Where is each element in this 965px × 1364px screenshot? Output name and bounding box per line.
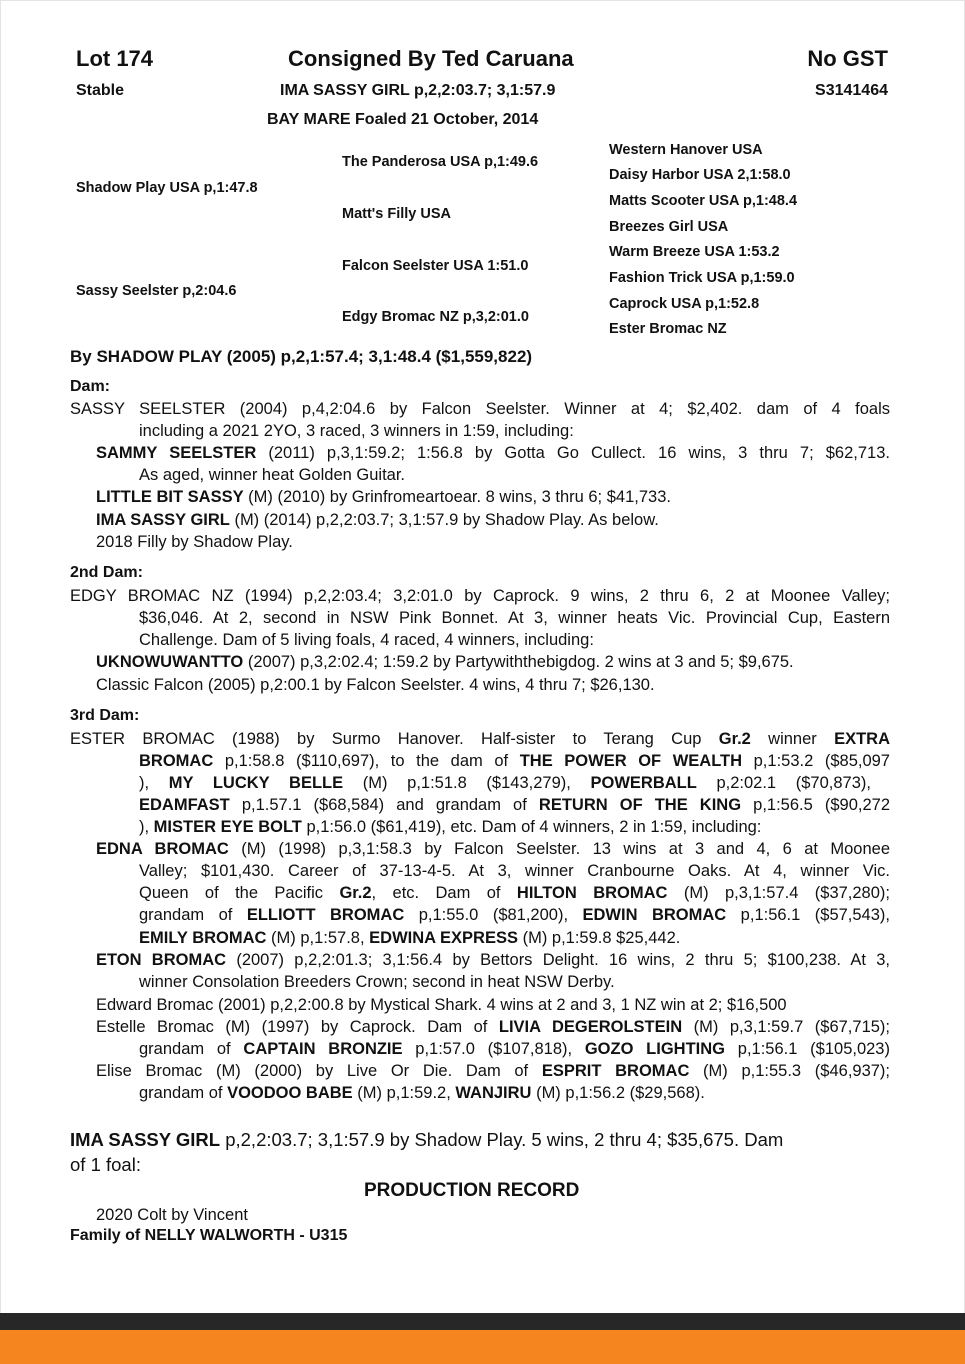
pedigree-gen3: Breezes Girl USA bbox=[609, 219, 729, 235]
footer-dark-band bbox=[0, 1313, 965, 1330]
horse-title: IMA SASSY GIRL p,2,2:03.7; 3,1:57.9 bbox=[280, 82, 556, 99]
sire-line: By SHADOW PLAY (2005) p,2,1:57.4; 3,1:48.4 ($1,559,822) bbox=[70, 347, 533, 366]
pedigree-dam-sire: Falcon Seelster USA 1:51.0 bbox=[342, 258, 529, 274]
summary-line: of 1 foal: bbox=[70, 1154, 141, 1175]
dam-line: including a 2021 2YO, 3 raced, 3 winners in 1:59, including: bbox=[139, 422, 574, 440]
dam3-line: grandam of VOODOO BABE (M) p,1:59.2, WANJIRU (M) p,1:56.2 ($29,568). bbox=[139, 1084, 705, 1102]
pedigree-sire-dam: Matt's Filly USA bbox=[342, 206, 451, 222]
dam3-line: ESTER BROMAC (1988) by Surmo Hanover. Half-sister to Terang Cup Gr.2 winner EXTRA bbox=[70, 730, 890, 748]
dam3-line: Estelle Bromac (M) (1997) by Caprock. Dam of LIVIA DEGEROLSTEIN (M) p,3,1:59.7 ($67,715); bbox=[96, 1018, 890, 1036]
dam3-line: EDNA BROMAC (M) (1998) p,3,1:58.3 by Falcon Seelster. 13 wins at 3 and 4, 6 at Moonee bbox=[96, 840, 890, 858]
dam3-line: EDAMFAST p,1.57.1 ($68,584) and grandam of RETURN OF THE KING p,1:56.5 ($90,272 bbox=[139, 796, 890, 814]
pedigree-sire-sire: The Panderosa USA p,1:49.6 bbox=[342, 154, 539, 170]
pedigree-dam-dam: Edgy Bromac NZ p,3,2:01.0 bbox=[342, 309, 529, 325]
dam-line: SAMMY SEELSTER (2011) p,3,1:59.2; 1:56.8 by Gotta Go Cullect. 16 wins, 3 thru 7; $62,713. bbox=[96, 444, 890, 462]
dam3-line: Queen of the Pacific Gr.2, etc. Dam of HILTON BROMAC (M) p,3,1:57.4 ($37,280); bbox=[139, 884, 890, 902]
pedigree-gen3: Caprock USA p,1:52.8 bbox=[609, 296, 760, 312]
pedigree-gen3: Warm Breeze USA 1:53.2 bbox=[609, 244, 780, 260]
dam2-line: $36,046. At 2, second in NSW Pink Bonnet. At 3, winner heats Vic. Provincial Cup, Eastern bbox=[139, 609, 890, 627]
pedigree-gen3: Fashion Trick USA p,1:59.0 bbox=[609, 270, 795, 286]
dam-line: SASSY SEELSTER (2004) p,4,2:04.6 by Falcon Seelster. Winner at 4; $2,402. dam of 4 foals bbox=[70, 400, 890, 418]
dam3-line: EMILY BROMAC (M) p,1:57.8, EDWINA EXPRESS (M) p,1:59.8 $25,442. bbox=[139, 929, 681, 947]
dam3-line: ETON BROMAC (2007) p,2,2:01.3; 3,1:56.4 by Bettors Delight. 16 wins, 2 thru 5; $100,238. At 3, bbox=[96, 951, 890, 969]
consignor: Consigned By Ted Caruana bbox=[288, 46, 574, 71]
production-record-title: PRODUCTION RECORD bbox=[364, 1180, 580, 1201]
dam-section-title: Dam: bbox=[70, 378, 111, 395]
dam3-line: grandam of CAPTAIN BRONZIE p,1:57.0 ($107,818), GOZO LIGHTING p,1:56.1 ($105,023) bbox=[139, 1040, 890, 1058]
pedigree-dam: Sassy Seelster p,2:04.6 bbox=[76, 283, 237, 299]
lot-number: Lot 174 bbox=[76, 46, 154, 71]
dam2-line: Challenge. Dam of 5 living foals, 4 raced, 4 winners, including: bbox=[139, 631, 594, 649]
dam3-line: grandam of ELLIOTT BROMAC p,1:55.0 ($81,200), EDWIN BROMAC p,1:56.1 ($57,543), bbox=[139, 906, 890, 924]
pedigree-gen3: Daisy Harbor USA 2,1:58.0 bbox=[609, 167, 791, 183]
dam3-line: BROMAC p,1:58.8 ($110,697), to the dam of THE POWER OF WEALTH p,1:53.2 ($85,097 bbox=[139, 752, 890, 770]
horse-id: S3141464 bbox=[815, 82, 888, 99]
pedigree-gen3: Matts Scooter USA p,1:48.4 bbox=[609, 193, 798, 209]
gst-status: No GST bbox=[807, 46, 888, 71]
dam-line: 2018 Filly by Shadow Play. bbox=[96, 533, 293, 551]
dam3-section-title: 3rd Dam: bbox=[70, 707, 140, 724]
dam-line: As aged, winner heat Golden Guitar. bbox=[139, 466, 405, 484]
dam3-line: Elise Bromac (M) (2000) by Live Or Die. Dam of ESPRIT BROMAC (M) p,1:55.3 ($46,937); bbox=[96, 1062, 890, 1080]
pedigree-gen3: Western Hanover USA bbox=[609, 142, 763, 158]
dam2-section-title: 2nd Dam: bbox=[70, 564, 143, 581]
dam3-line: winner Consolation Breeders Crown; second in heat NSW Derby. bbox=[139, 973, 615, 991]
dam-line: IMA SASSY GIRL (M) (2014) p,2,2:03.7; 3,1:57.9 by Shadow Play. As below. bbox=[96, 511, 659, 529]
summary-line: IMA SASSY GIRL p,2,2:03.7; 3,1:57.9 by Shadow Play. 5 wins, 2 thru 4; $35,675. Dam bbox=[70, 1129, 784, 1150]
dam3-line: Edward Bromac (2001) p,2,2:00.8 by Mystical Shark. 4 wins at 2 and 3, 1 NZ win at 2; $16,500 bbox=[96, 996, 787, 1014]
dam2-line: Classic Falcon (2005) p,2:00.1 by Falcon Seelster. 4 wins, 4 thru 7; $26,130. bbox=[96, 676, 655, 694]
location: Stable bbox=[76, 82, 125, 99]
production-item: 2020 Colt by Vincent bbox=[96, 1206, 248, 1224]
dam3-line: ), MY LUCKY BELLE (M) p,1:51.8 ($143,279), POWERBALL p,2:02.1 ($70,873), bbox=[139, 774, 871, 792]
pedigree-gen3: Ester Bromac NZ bbox=[609, 321, 727, 337]
pedigree-sire: Shadow Play USA p,1:47.8 bbox=[76, 180, 258, 196]
dam3-line: ), MISTER EYE BOLT p,1:56.0 ($61,419), etc. Dam of 4 winners, 2 in 1:59, including: bbox=[139, 818, 762, 836]
dam3-line: Valley; $101,430. Career of 37-13-4-5. At 3, winner Cranbourne Oaks. At 4, winner Vic. bbox=[139, 862, 890, 880]
dam-line: LITTLE BIT SASSY (M) (2010) by Grinfromeartoear. 8 wins, 3 thru 6; $41,733. bbox=[96, 488, 671, 506]
dam2-line: UKNOWUWANTTO (2007) p,3,2:02.4; 1:59.2 by Partywiththebigdog. 2 wins at 3 and 5; $9,675. bbox=[96, 653, 794, 671]
horse-description: BAY MARE Foaled 21 October, 2014 bbox=[267, 111, 539, 128]
dam2-line: EDGY BROMAC NZ (1994) p,2,2:03.4; 3,2:01.0 by Caprock. 9 wins, 2 thru 6, 2 at Moonee Valley; bbox=[70, 587, 890, 605]
family-line: Family of NELLY WALWORTH - U315 bbox=[70, 1227, 348, 1244]
footer-orange-band bbox=[0, 1330, 965, 1364]
